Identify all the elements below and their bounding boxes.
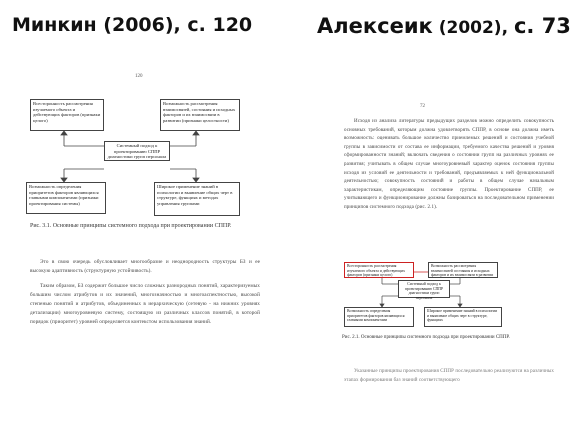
left-page-number: 120 [135,74,143,79]
left-box-bottom-left: Возможность определения приоритетов факторов являющихся главными компонентами (признаки проектирования системы) [26,182,106,214]
right-paragraph-1: Исходя из анализа литературы предыдущих разделов можно определить совокупность основных требований, которым должна удовлетворять СППР, в основе она должна иметь возможность: оценивать большое количество приемлемых решений и состояния учебной группы в зависимости от состава ее информации, требуемого качества решений и уровня сформированности знаний; включать сведения о состоянии групп на различных уровнях ее развития; учитывать в общем случае многоуровневый характер оценок состояния группы исходя из условий ее деятельности и требований, предъявляемых к ней функциональной деятельностью; совокупность состояний и работы в общем случае начальным характеристикам, определяющим состояние группы. Проектирование СППР, ее учитывающего и функционирование должны базироваться на последовательном применении принципов системного подхода (рис. 2.1). [344,119,554,210]
left-page-scan [2,72,285,430]
right-heading-year: (2002), [432,18,514,38]
right-box-top-right: Возможность рассмотрения взаимосвязей состояния и исходных факторов и их взаимосвязи в развитии [428,262,498,278]
right-box-bottom-right: Широкое применение знаний в психологии и выявление общих черт в структуре, функциях [424,307,502,327]
left-box-top-right: Возможность рассмотрения взаимосвязей, состояния и исходных факторов и их взаимосвязи в развитии (признаки целостности) [160,99,240,131]
left-paragraph-2: Таким образом, БЗ содержит большое число сложных разнородных понятий, характеризуемых большим числом атрибутов и их значений, многозначностью и многоаспектностью, высокой степенью понятий и атрибутов, объединенных в иерархическую (сетевую - на нижних уровнях детализации) многоуровневую систему, состоящую из различных классов понятий, в которой порядок (приоритет) уровней определяется контекстом использования знаний. [30,283,260,326]
right-page-scan [300,72,578,430]
left-box-top-left: Всесторонность рассмотрения изучаемого объекта и действующих факторов (признаки целого) [30,99,104,131]
right-box-center: Системный подход к проектированию СППР диагностики групп персонала [398,280,450,298]
left-box-center: Системный подход к проектированию СППР диагностики групп персонала [104,141,170,161]
right-box-bottom-left: Возможность определения приоритетов факторов являющихся главными компонентами [344,307,414,327]
right-heading [317,14,571,38]
right-heading-author: Алексеик [317,14,433,38]
left-paragraph-1: Это в свою очередь обусловливает многообразие и неоднородность структуры БЗ и ее высокую адаптивность (структурную устойчивость). [30,259,260,275]
left-figure-caption: Рис. 3.1. Основные принципы системного подхода при проектировании СППР. [30,223,232,229]
right-heading-page: с. 73 [513,14,571,38]
right-box-top-left: Всесторонность рассмотрения изучаемого объекта и действующих факторов (признаки целого) [344,262,414,278]
left-heading: Минкин (2006), с. 120 [12,14,253,36]
left-box-bottom-right: Широкое применение знаний в психологии и выявление общих черт в структуре, функциях и методах управления группами [154,182,240,216]
right-diagram-connectors [300,72,578,372]
right-paragraph-2: Указанные принципы проектирования СППР последовательно реализуются на различных этапах формирования баз знаний соответствующего [344,369,554,383]
right-page-number: 72 [420,104,425,109]
right-figure-caption: Рис. 2.1. Основные принципы системного подхода при проектировании СППР. [342,335,510,340]
